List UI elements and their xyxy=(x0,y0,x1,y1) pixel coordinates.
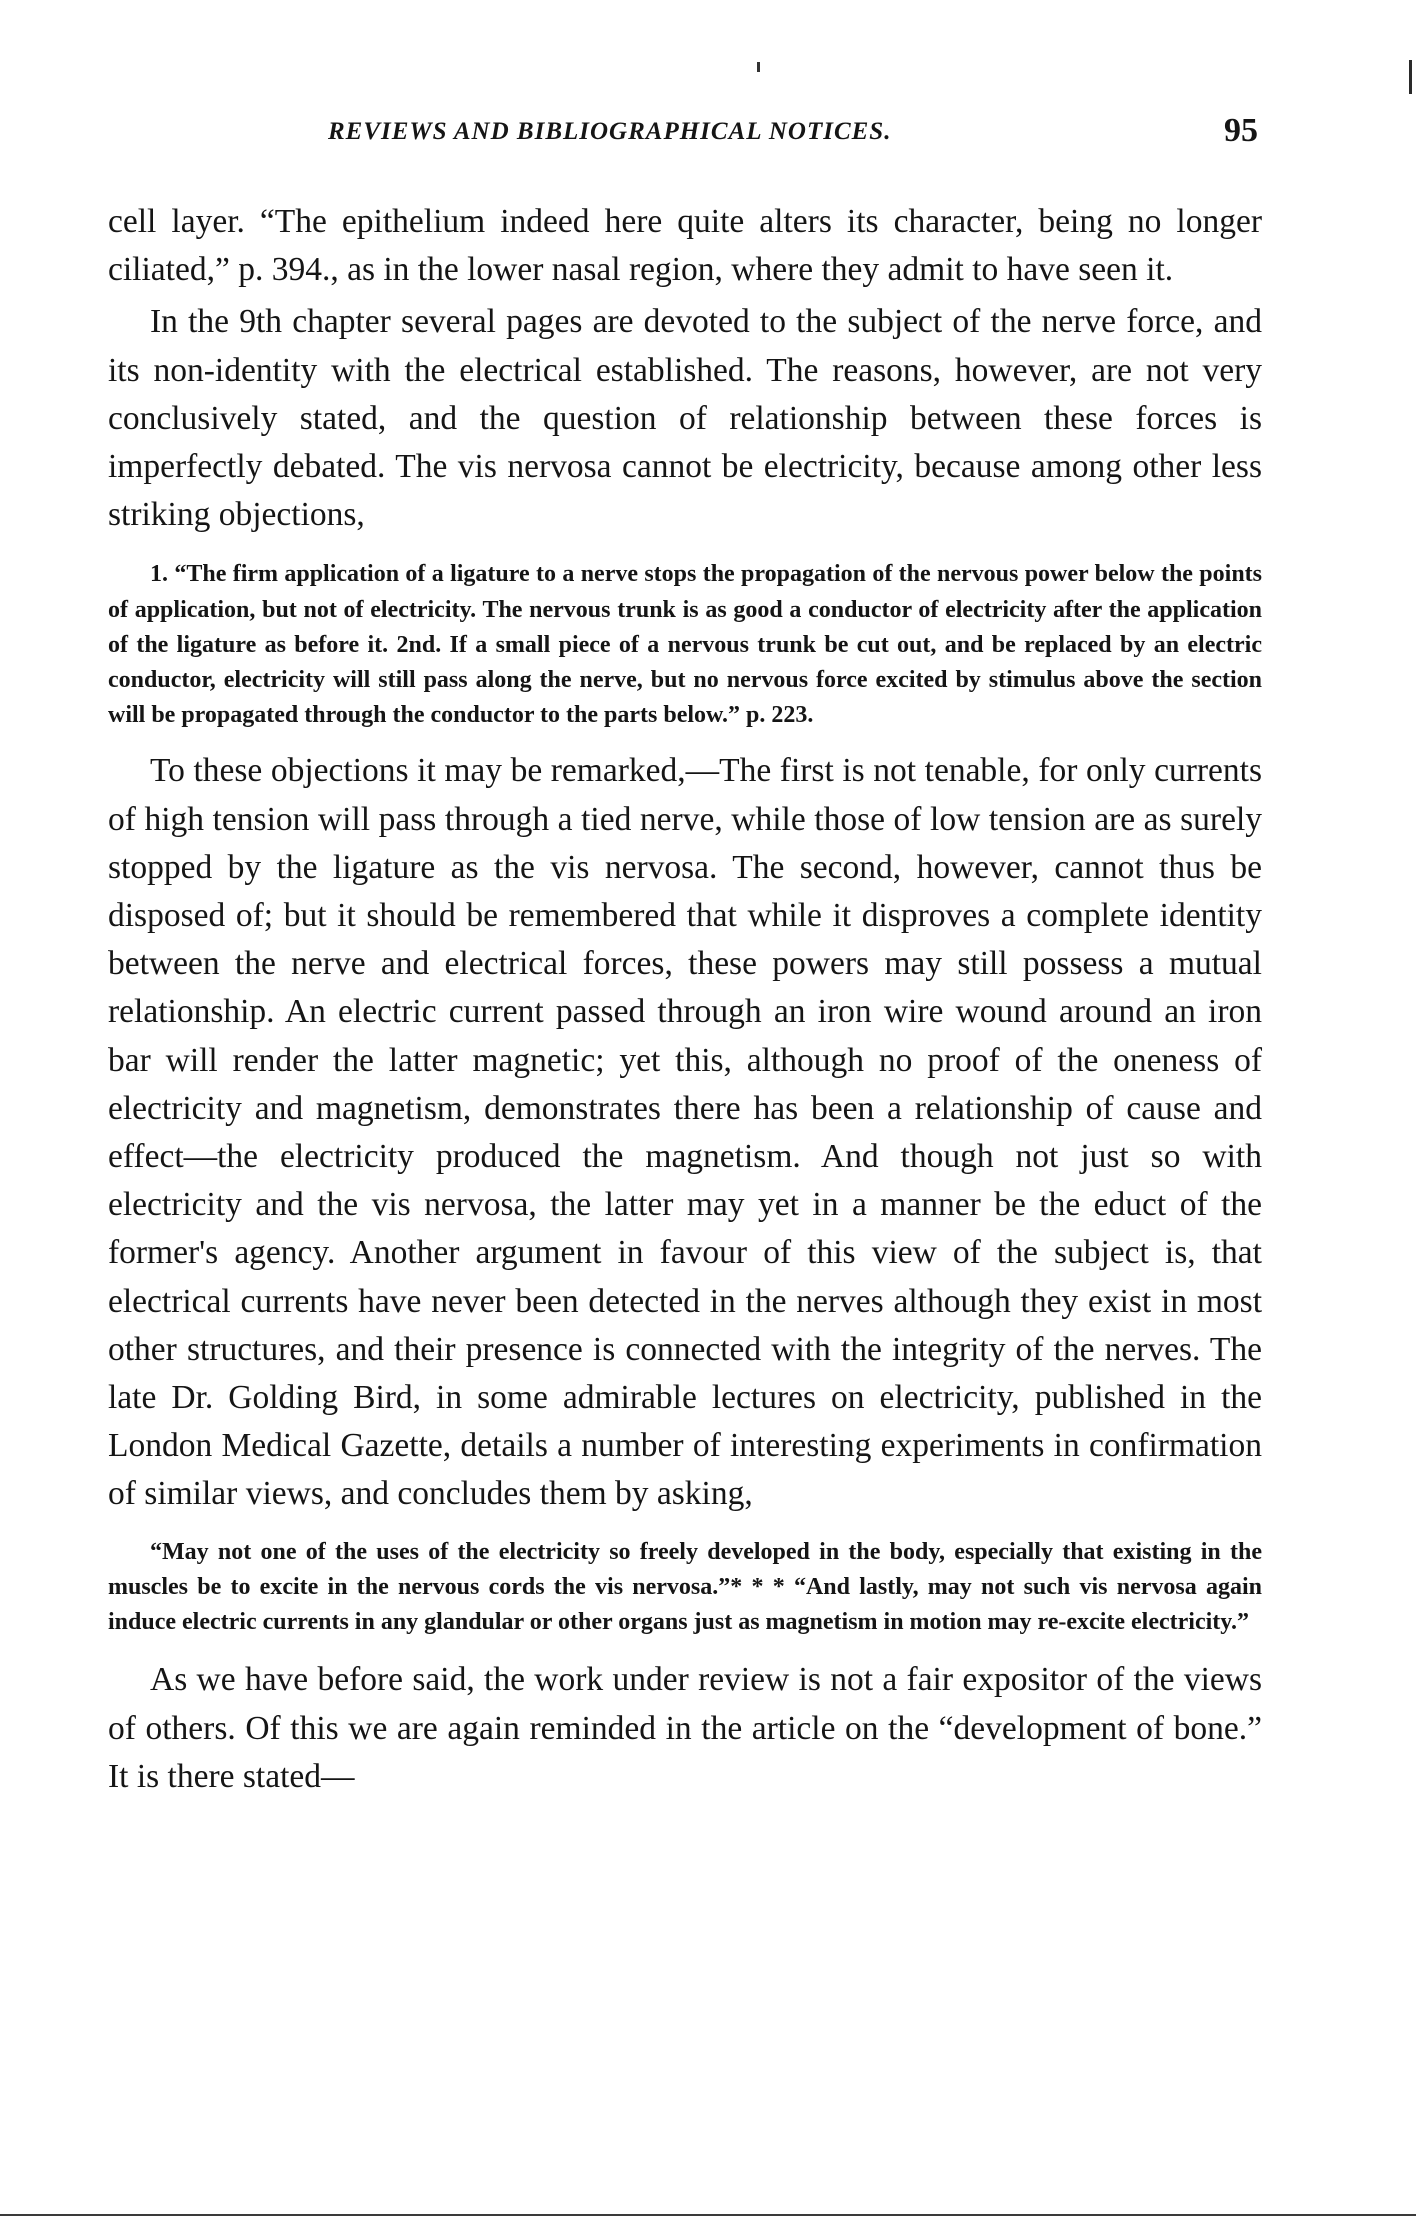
running-head xyxy=(108,112,1268,158)
paragraph-nerve-force: In the 9th chapter several pages are devoted to the subject of the nerve force, and its non-identity with the electrical established. The reasons, however, are not very conclusively stated, and the question of relationship between these forces is imperfectly debated. The vis nervosa cannot be electricity, because among other less striking objections, xyxy=(108,303,1262,534)
print-speck xyxy=(757,62,760,72)
paragraph-continued: cell layer. “The epithelium indeed here quite alters its character, being no longer ciliated,” p. 394., as in the lower nasal region, where they admit to have seen it. xyxy=(108,203,1262,289)
bottom-edge xyxy=(0,2214,1416,2216)
block-quote-golding-bird: “May not one of the uses of the electricity so freely developed in the body, especially that existing in the muscles be to excite in the nervous cords the vis nervosa.”* * * “And lastly, may not such vis nervosa again induce electric currents in any glandular or other organs just as magnetism in motion may re-excite electricity.” xyxy=(108,1538,1262,1636)
page-edge-mark xyxy=(1409,60,1412,94)
paragraph-conclusion: As we have before said, the work under review is not a fair expositor of the views of others. Of this we are again reminded in the article on the “development of bone.” It is there stated— xyxy=(108,1661,1262,1795)
block-quote-objections: 1. “The firm application of a ligature to a nerve stops the propagation of the nervous power below the points of application, but not of electricity. The nervous trunk is as good a conductor of electricity after the application of the ligature as before it. 2nd. If a small piece of a nervous trunk be cut out, and be replaced by an electric conductor, electricity will still pass along the nerve, but no nervous force excited by stimulus above the section will be propagated through the conductor to the parts below.” p. 223. xyxy=(108,561,1262,729)
paragraph-remarks: To these objections it may be remarked,—The first is not tenable, for only currents of high tension will pass through a tied nerve, while those of low tension are as surely stopped by the ligature as the vis nervosa. The second, however, cannot thus be disposed of; but it should be remembered that while it disproves a complete identity between the nerve and electrical forces, these powers may still possess a mutual relationship. An electric current passed through an iron wire wound around an iron bar will render the latter magnetic; yet this, although no proof of the oneness of electricity and magnetism, demonstrates there has been a relationship of cause and effect—the electricity produced the magnetism. And though not just so with electricity and the vis nervosa, the latter may yet in a manner be the educt of the former's agency. Another argument in favour of this view of the subject is, that electrical currents have never been detected in the nerves although they exist in most other structures, and their presence is connected with the integrity of the nerves. The late Dr. Golding Bird, in some admirable lectures on electricity, published in the London Medical Gazette, details a number of interesting experiments in confirmation of similar views, and concludes them by asking, xyxy=(108,752,1262,1513)
running-title: REVIEWS AND BIBLIOGRAPHICAL NOTICES. xyxy=(328,118,892,145)
body-text xyxy=(108,198,1262,1801)
page-number: 95 xyxy=(1224,112,1258,149)
